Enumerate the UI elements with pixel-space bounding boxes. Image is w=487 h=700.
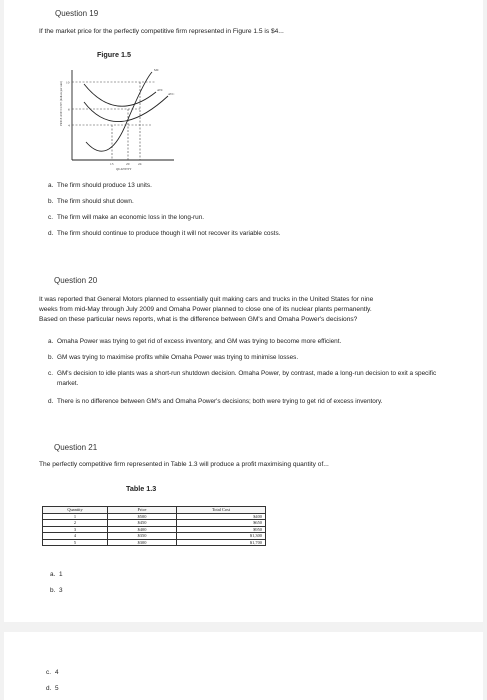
cell-quantity: 3 <box>43 526 108 533</box>
cell-price: $350 <box>108 533 177 540</box>
q19-option-c[interactable] <box>48 213 204 223</box>
atc-label: ATC <box>157 88 164 92</box>
q20-option-d[interactable] <box>48 397 437 407</box>
q21-option-b[interactable] <box>50 586 63 596</box>
option-letter: c. <box>48 370 53 377</box>
question-card-19-21 <box>4 0 483 622</box>
avc-label: AVC <box>168 92 175 96</box>
option-text: The firm will make an economic loss in the long-run. <box>57 214 205 221</box>
q20-option-c[interactable] <box>48 369 437 388</box>
q20-option-b[interactable] <box>48 353 298 363</box>
option-letter: a. <box>48 182 54 189</box>
cell-quantity: 5 <box>43 539 108 546</box>
cell-quantity: 1 <box>43 513 108 520</box>
q19-prompt: If the market price for the perfectly competitive firm represented in Figure 1.5 is $4... <box>39 28 284 35</box>
q21-option-d[interactable] <box>46 684 59 694</box>
option-text: 5 <box>55 685 59 692</box>
header-quantity: Quantity <box>43 507 108 514</box>
q20-prompt-line-3: Based on these particular news reports, what is the difference between GM's and Omaha Power's decisions? <box>39 316 358 323</box>
option-text: The firm should produce 13 units. <box>57 182 152 189</box>
table-title: Table 1.3 <box>126 484 157 493</box>
option-letter: c. <box>48 214 53 221</box>
header-total-cost: Total Cost <box>177 507 266 514</box>
q20-prompt-line-1: It was reported that General Motors planned to essentially quit making cars and trucks in the United States for nine <box>39 296 374 303</box>
header-price: Price <box>108 507 177 514</box>
q21-prompt: The perfectly competitive firm represented in Table 1.3 will produce a profit maximising quantity of... <box>39 461 329 468</box>
option-letter: d. <box>46 685 52 692</box>
option-letter: c. <box>46 669 51 676</box>
cell-price: $400 <box>108 526 177 533</box>
q21-title: Question 21 <box>54 443 98 452</box>
q21-option-a[interactable] <box>50 570 63 580</box>
option-text: 4 <box>55 669 59 676</box>
q20-title: Question 20 <box>54 276 98 285</box>
q19-option-a[interactable] <box>48 181 152 191</box>
option-text: There is no difference between GM's and Omaha Power's decisions; both were trying to get rid of excess inventory. <box>57 398 383 405</box>
cell-total-cost: $950 <box>177 526 266 533</box>
figure-1-5-graph <box>56 62 181 172</box>
option-letter: b. <box>48 354 54 361</box>
x-tick-24: 24 <box>138 162 142 166</box>
option-text: The firm should continue to produce though it will not recover its variable costs. <box>57 230 281 237</box>
cell-total-cost: $1,300 <box>177 533 266 540</box>
y-tick-10: 10 <box>66 80 70 85</box>
q19-title: Question 19 <box>55 9 99 18</box>
x-axis-label: QUANTITY <box>116 167 132 171</box>
option-text: 1 <box>59 571 63 578</box>
y-tick-4: 4 <box>68 123 70 128</box>
option-letter: b. <box>48 198 54 205</box>
option-text: Omaha Power was trying to get rid of excess inventory, and GM was trying to become more efficient. <box>57 338 342 345</box>
mc-curve <box>86 72 152 151</box>
cell-price: $500 <box>108 513 177 520</box>
x-tick-13: 13 <box>110 162 114 166</box>
option-letter: d. <box>48 398 54 405</box>
q19-option-d[interactable] <box>48 229 280 239</box>
option-text: GM's decision to idle plants was a short-run shutdown decision. Omaha Power, by contrast, made a long-run decision to exit a specific market. <box>57 370 437 387</box>
y-tick-6: 6 <box>68 107 70 112</box>
cell-total-cost: $400 <box>177 513 266 520</box>
cell-total-cost: $650 <box>177 520 266 527</box>
cell-price: $450 <box>108 520 177 527</box>
table-row <box>43 539 266 546</box>
option-letter: b. <box>50 587 56 594</box>
cell-price: $300 <box>108 539 177 546</box>
q21-option-c[interactable] <box>46 668 59 678</box>
option-text: The firm should shut down. <box>57 198 134 205</box>
mc-label: MC <box>154 68 159 72</box>
option-letter: a. <box>50 571 56 578</box>
q20-option-a[interactable] <box>48 337 341 347</box>
atc-curve <box>84 84 156 106</box>
figure-title: Figure 1.5 <box>97 50 131 59</box>
option-letter: a. <box>48 338 54 345</box>
cell-quantity: 4 <box>43 533 108 540</box>
table-1-3 <box>42 506 266 546</box>
cell-total-cost: $1,700 <box>177 539 266 546</box>
question-card-continued <box>4 632 483 700</box>
option-letter: d. <box>48 230 54 237</box>
q20-prompt-line-2: weeks from mid-May through July 2009 and Omaha Power planned to close one of its nuclear plants permanently. <box>39 306 372 313</box>
y-axis-label: PRICE AND COST (dollars per unit) <box>59 81 63 126</box>
x-tick-20: 20 <box>126 162 130 166</box>
option-text: GM was trying to maximise profits while Omaha Power was trying to minimise losses. <box>57 354 299 361</box>
q19-option-b[interactable] <box>48 197 134 207</box>
option-text: 3 <box>59 587 63 594</box>
cell-quantity: 2 <box>43 520 108 527</box>
